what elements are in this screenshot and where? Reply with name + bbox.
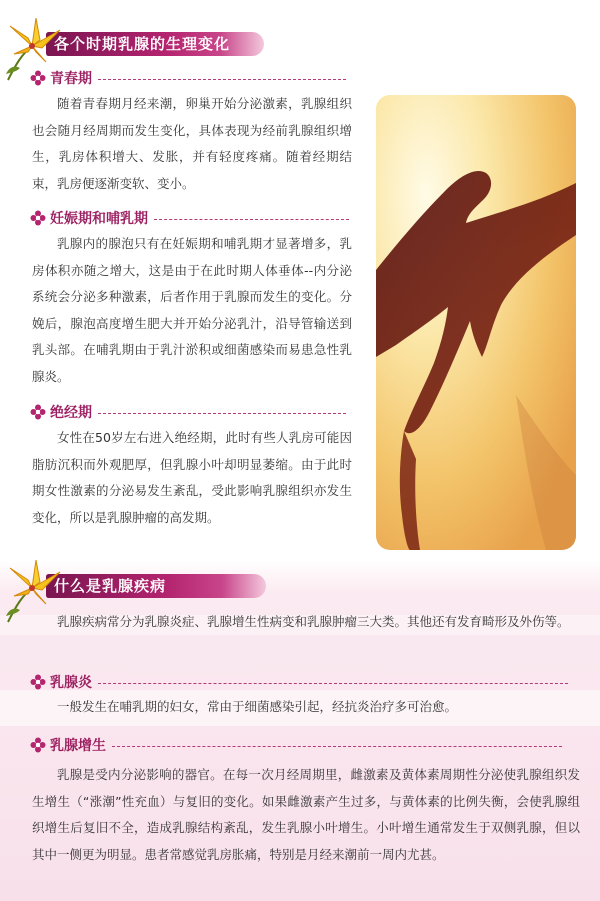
flower-bullet-icon [30,70,46,86]
dancer-silhouette-image [376,95,576,550]
dashed-divider [98,683,568,684]
dashed-divider [98,79,346,80]
subsection-title: 绝经期 [50,405,92,421]
flower-bullet-icon [30,737,46,753]
flower-bullet-icon [30,674,46,690]
paragraph-puberty: 随着青春期月经来潮，卵巢开始分泌激素，乳腺组织也会随月经周期而发生变化，具体表现为经前乳腺组织增生，乳房体积增大、发胀，并有轻度疼痛。随着经期结束，乳房便逐渐变软、变小。 [32,96,352,191]
subsection-title: 乳腺增生 [50,738,106,754]
flower-bullet-icon [30,210,46,226]
subsection-title: 妊娠期和哺乳期 [50,211,148,227]
dashed-divider [154,219,349,220]
subsection-heading [30,735,562,755]
subsection-heading [30,402,346,422]
subsection-heading [30,672,568,692]
section-title: 各个时期乳腺的生理变化 [46,32,264,56]
dashed-divider [112,746,562,747]
paragraph-disease-intro: 乳腺疾病常分为乳腺炎症、乳腺增生性病变和乳腺肿瘤三大类。其他还有发育畸形及外伤等。 [57,614,570,629]
paragraph-pregnancy: 乳腺内的腺泡只有在妊娠期和哺乳期才显著增多，乳房体积亦随之增大，这是由于在此时期人体垂体--内分泌系统会分泌多种激素，后者作用于乳腺而发生的变化。分娩后，腺泡高度增生肥大并开始分泌乳汁，沿导管输送到乳头部。在哺乳期由于乳汁淤积或细菌感染而易患急性乳腺炎。 [32,236,352,384]
dashed-divider [98,413,346,414]
subsection-title: 青春期 [50,71,92,87]
section-title: 什么是乳腺疾病 [46,574,266,598]
dancer-silhouette-photo [376,95,576,550]
subsection-title: 乳腺炎 [50,675,92,691]
subsection-heading [30,68,346,88]
subsection-heading [30,208,349,228]
paragraph-mastitis: 一般发生在哺乳期的妇女，常由于细菌感染引起，经抗炎治疗多可治愈。 [57,699,458,714]
paragraph-hyperplasia: 乳腺是受内分泌影响的器官。在每一次月经周期里，雌激素及黄体素周期性分泌使乳腺组织发生增生（“涨潮”性充血）与复旧的变化。如果雌激素产生过多，与黄体素的比例失衡，会使乳腺组织增生后复旧不全，造成乳腺结构紊乱，发生乳腺小叶增生。小叶增生通常发生于双侧乳腺，但以其中一侧更为明显。患者常感觉乳房胀痛，特别是月经来潮前一周内尤甚。 [32,767,580,862]
paragraph-menopause: 女性在50岁左右进入绝经期，此时有些人乳房可能因脂肪沉积而外观肥厚，但乳腺小叶却明显萎缩。由于此时期女性激素的分泌易发生紊乱，受此影响乳腺组织亦发生变化，所以是乳腺肿瘤的高发期。 [32,430,352,525]
flower-bullet-icon [30,404,46,420]
